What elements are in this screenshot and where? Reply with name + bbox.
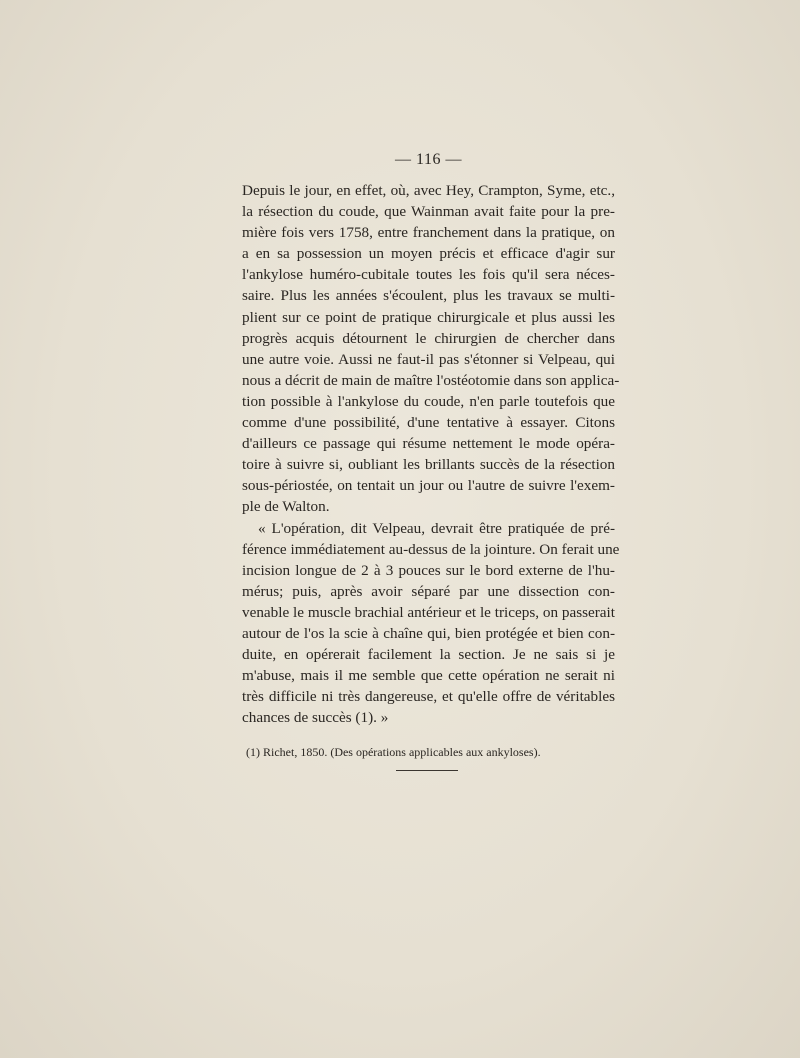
- text-line: saire. Plus les années s'écoulent, plus les travaux se multi-: [242, 287, 615, 305]
- text-line: « L'opération, dit Velpeau, devrait être pratiquée de pré-: [258, 519, 615, 537]
- paragraph-2-quote: [242, 518, 620, 729]
- text-line: comme d'une possibilité, d'une tentative à essayer. Citons: [242, 414, 615, 432]
- text-line: progrès acquis détournent le chirurgien de chercher dans: [242, 329, 615, 347]
- text-line: Depuis le jour, en effet, où, avec Hey, Crampton, Syme, etc.,: [242, 182, 615, 199]
- text-line: férence immédiatement au-dessus de la jointure. On ferait une: [242, 540, 620, 558]
- footnote: (1) Richet, 1850. (Des opérations applicables aux ankyloses).: [246, 745, 541, 760]
- text-line: toire à suivre si, oubliant les brillants succès de la résection: [242, 456, 615, 474]
- text-block: [242, 150, 620, 760]
- text-line: chances de succès (1). »: [242, 709, 389, 727]
- text-line: d'ailleurs ce passage qui résume nettement le mode opéra-: [242, 435, 615, 453]
- text-line: a en sa possession un moyen précis et efficace d'agir sur: [242, 245, 615, 263]
- text-line: très difficile ni très dangereuse, et qu'elle offre de véritables: [242, 688, 615, 706]
- text-line: m'abuse, mais il me semble que cette opération ne serait ni: [242, 667, 615, 685]
- text-line: autour de l'os la scie à chaîne qui, bien protégée et bien con-: [242, 624, 615, 642]
- text-line: venable le muscle brachial antérieur et le triceps, on passerait: [242, 603, 615, 621]
- text-line: nous a décrit de main de maître l'ostéotomie dans son applica-: [242, 371, 620, 389]
- text-line: sous-périostée, on tentait un jour ou l'autre de suivre l'exem-: [242, 477, 615, 495]
- paragraph-1: [242, 180, 620, 518]
- text-line: une autre voie. Aussi ne faut-il pas s'étonner si Velpeau, qui: [242, 350, 615, 368]
- text-line: mérus; puis, après avoir séparé par une dissection con-: [242, 582, 615, 600]
- text-line: mière fois vers 1758, entre franchement dans la pratique, on: [242, 224, 615, 242]
- text-line: tion possible à l'ankylose du coude, n'en parle toutefois que: [242, 392, 615, 410]
- text-line: la résection du coude, que Wainman avait faite pour la pre-: [242, 203, 615, 221]
- section-divider: [396, 770, 458, 771]
- text-line: duite, en opérerait facilement la section. Je ne sais si je: [242, 646, 615, 664]
- text-line: l'ankylose huméro-cubitale toutes les fois qu'il sera néces-: [242, 266, 615, 284]
- text-line: ple de Walton.: [242, 498, 330, 516]
- page-number: — 116 —: [395, 151, 462, 168]
- text-line: incision longue de 2 à 3 pouces sur le bord externe de l'hu-: [242, 561, 615, 579]
- text-line: plient sur ce point de pratique chirurgicale et plus aussi les: [242, 308, 615, 326]
